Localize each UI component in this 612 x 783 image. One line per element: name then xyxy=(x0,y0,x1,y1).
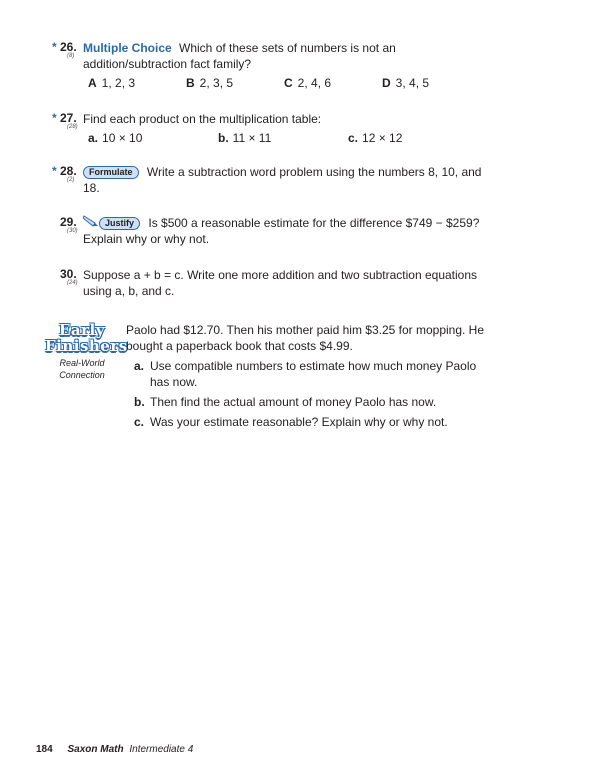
problem-body xyxy=(83,267,483,299)
problem-body xyxy=(83,111,483,146)
part-b: b. Then find the actual amount of money Paolo has now. xyxy=(134,395,437,409)
page-footer xyxy=(36,744,193,755)
problem-parts xyxy=(88,130,483,146)
lesson-reference: (8) xyxy=(67,53,75,59)
part-a: a. Use compatible numbers to estimate how much money Paolo has now. xyxy=(134,359,477,389)
book-subtitle: Intermediate 4 xyxy=(129,744,194,755)
choice-a: A 1, 2, 3 xyxy=(88,76,136,90)
lesson-reference: (28) xyxy=(67,124,78,130)
lesson-reference: (2) xyxy=(67,177,75,183)
problem-body xyxy=(83,215,483,247)
part-b: b. 11 × 11 xyxy=(218,131,272,145)
formulate-tag: Formulate xyxy=(83,166,139,179)
book-title: Saxon Math xyxy=(67,744,124,755)
part-a: a. 10 × 10 xyxy=(88,131,143,145)
star-marker: * xyxy=(52,164,57,178)
choice-d: D 3, 4, 5 xyxy=(382,76,430,90)
problem-number: 28. xyxy=(60,164,77,178)
part-c: c. 12 × 12 xyxy=(348,131,403,145)
problem-text: Suppose a + b = c. Write one more addition and two subtraction equations using a, b, and c. xyxy=(83,268,478,298)
early-finishers-badge xyxy=(45,321,128,381)
problem-number: 26. xyxy=(60,40,77,54)
star-marker: * xyxy=(52,40,57,54)
problem-text: Which of these sets of numbers is not an addition/subtraction fact family? xyxy=(83,41,396,71)
problem-number: 30. xyxy=(60,267,77,281)
early-finishers-title-line2: Finishers xyxy=(45,337,128,355)
part-c: c. Was your estimate reasonable? Explain why or why not. xyxy=(134,415,448,429)
early-finishers-parts xyxy=(134,358,496,430)
justify-tag: Justify xyxy=(99,217,140,230)
choice-c: C 2, 4, 6 xyxy=(284,76,332,90)
early-finishers-intro: Paolo had $12.70. Then his mother paid him $3.25 for mopping. He bought a paperback book that costs $4.99. xyxy=(126,323,485,353)
problem-text: Write a subtraction word problem using the numbers 8, 10, and 18. xyxy=(83,165,482,195)
problem-number: 29. xyxy=(60,215,77,229)
lesson-reference: (30) xyxy=(67,228,78,234)
early-finishers-title-line1: Early xyxy=(59,321,105,339)
multiple-choice-label: Multiple Choice xyxy=(83,41,172,55)
lesson-reference: (24) xyxy=(67,280,78,286)
problem-number: 27. xyxy=(60,111,77,125)
problem-body xyxy=(83,164,483,196)
problem-body xyxy=(83,40,483,91)
real-world-connection-label: Real-World Connection xyxy=(59,358,105,380)
problem-text: Find each product on the multiplication table: xyxy=(83,112,322,126)
answer-choices xyxy=(88,75,483,91)
star-marker: * xyxy=(52,111,57,125)
early-finishers-problem xyxy=(126,322,496,434)
problem-text: Is $500 a reasonable estimate for the difference $749 − $259? Explain why or why not. xyxy=(83,216,480,246)
page-number: 184 xyxy=(36,744,53,755)
pencil-icon xyxy=(83,215,99,227)
choice-b: B 2, 3, 5 xyxy=(186,76,234,90)
